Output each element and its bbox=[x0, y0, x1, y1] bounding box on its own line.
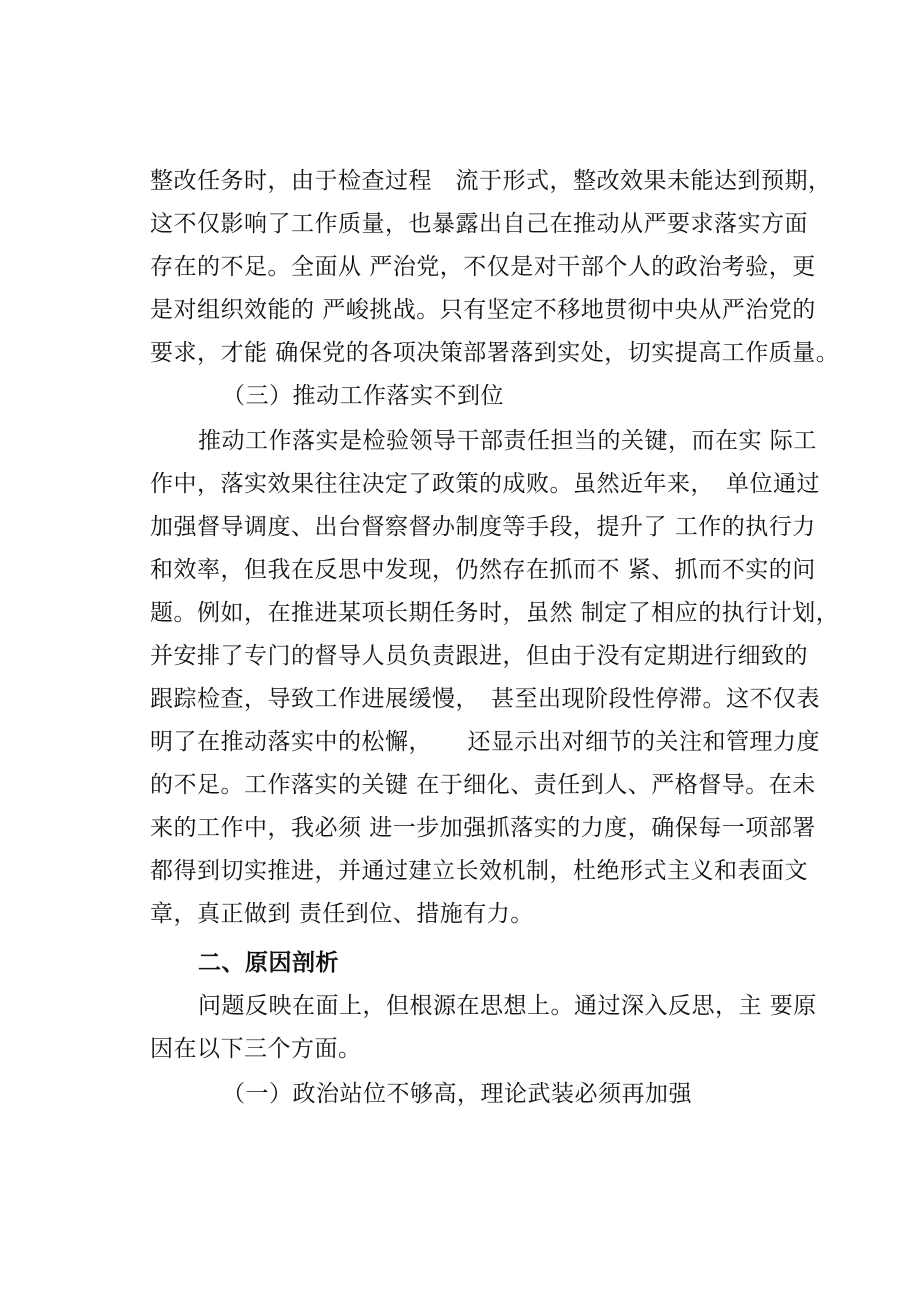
text-line: 来的工作中，我必须 进一步加强抓落实的力度，确保每一项部署 bbox=[150, 815, 816, 841]
text-line: 加强督导调度、出台督察督办制度等手段，提升了 工作的执行力 bbox=[150, 514, 816, 540]
text-line: 和效率，但我在反思中发现，仍然存在抓而不 紧、抓而不实的问 bbox=[150, 557, 816, 583]
text-line: 推动工作落实是检验领导干部责任担当的关键，而在实 际工 bbox=[198, 428, 817, 454]
text-line: 要求，才能 确保党的各项决策部署落到实处，切实提高工作质量。 bbox=[150, 340, 840, 366]
subsection-heading: （一）政治站位不够高，理论武装必须再加强 bbox=[222, 1081, 692, 1107]
text-line: 的不足。工作落实的关键 在于细化、责任到人、严格督导。在未 bbox=[150, 772, 816, 798]
text-line: 这不仅影响了工作质量，也暴露出自己在推动从严要求落实方面 bbox=[150, 211, 808, 237]
subsection-heading: （三）推动工作落实不到位 bbox=[222, 383, 504, 409]
text-line: 因在以下三个方面。 bbox=[150, 1036, 362, 1062]
text-line: 问题反映在面上，但根源在思想上。通过深入反思，主 要原 bbox=[198, 993, 817, 1019]
text-line: 整改任务时，由于检查过程 流于形式，整改效果未能达到预期， bbox=[150, 168, 832, 194]
text-line: 作中，落实效果往往决定了政策的成败。虽然近年来， 单位通过 bbox=[150, 471, 820, 497]
text-line: 题。例如，在推进某项长期任务时，虽然 制定了相应的执行计划， bbox=[150, 600, 840, 626]
text-line: 都得到切实推进，并通过建立长效机制，杜绝形式主义和表面文 bbox=[150, 858, 808, 884]
text-line: 存在的不足。全面从 严治党，不仅是对干部个人的政治考验，更 bbox=[150, 254, 816, 280]
text-line: 跟踪检查，导致工作进展缓慢， 甚至出现阶段性停滞。这不仅表 bbox=[150, 686, 820, 712]
text-line: 是对组织效能的 严峻挑战。只有坚定不移地贯彻中央从严治党的 bbox=[150, 297, 816, 323]
text-line: 章，真正做到 责任到位、措施有力。 bbox=[150, 901, 534, 927]
section-heading: 二、原因剖析 bbox=[198, 950, 339, 976]
text-line: 并安排了专门的督导人员负责跟进，但由于没有定期进行细致的 bbox=[150, 643, 808, 669]
text-line: 明了在推动落实中的松懈， 还显示出对细节的关注和管理力度 bbox=[150, 729, 820, 755]
